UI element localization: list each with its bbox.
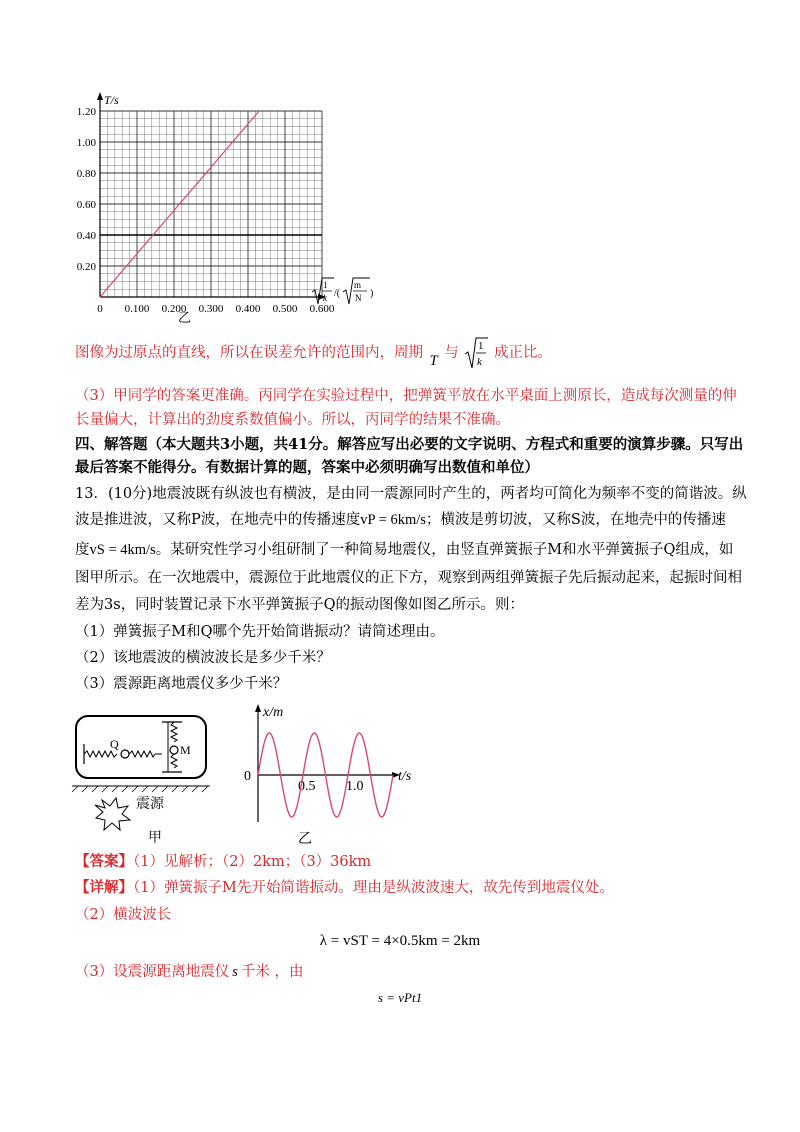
- graph-x-tick-0.600: 0.600: [309, 303, 335, 315]
- vib-y-arrow: [255, 704, 261, 712]
- answer-tag: 【答案】: [75, 853, 133, 870]
- section-heading-line1: 四、解答题（本大题共3小题，共41分。解答应写出必要的文字说明、方程式和重要的演算步骤。只写出: [75, 436, 744, 453]
- figure-seismograph-apparatus: [70, 712, 220, 847]
- detail-part3-b: 千米 ，由: [240, 964, 304, 980]
- question13-line2: [75, 510, 726, 530]
- vib-tick-1.0: 1.0: [346, 779, 364, 794]
- earthquake-burst-icon: [95, 798, 130, 830]
- graph-y-tick-0.40: 0.40: [76, 230, 96, 242]
- label-source: 震源: [136, 797, 164, 812]
- question13-line3: [75, 540, 733, 560]
- conclusion-text-a: 图像为过原点的直线，所以在误差允许的范围内，周期: [75, 345, 423, 361]
- graph-x-tick-0.200: 0.200: [161, 303, 187, 315]
- figure-jia-caption: 甲: [148, 831, 162, 846]
- svg-text:1: 1: [323, 280, 328, 290]
- graph-y-axis-label: T/s: [104, 93, 119, 107]
- graph-x-axis-label: [312, 278, 373, 304]
- vib-tick-0.5: 0.5: [298, 779, 316, 794]
- detail-tag: 【详解】: [75, 879, 133, 896]
- conclusion-period-symbol: T: [429, 353, 438, 369]
- equation-distance: s = vPt1: [377, 990, 423, 1005]
- conclusion-line: [75, 340, 553, 369]
- question13-line5: 差为3s，同时装置记录下水平弹簧振子Q的振动图像如图乙所示。则：: [75, 597, 525, 613]
- svg-text:N: N: [355, 293, 362, 303]
- sqrt-one-over-k-formula: [464, 336, 488, 370]
- conclusion-text-yu: 与: [444, 345, 459, 361]
- question13-sub3: （3）震源距离地震仪多少千米？: [75, 676, 288, 692]
- graph-y-tick-0.20: 0.20: [76, 261, 96, 273]
- graph-y-tick-labels: [77, 106, 97, 273]
- detail-text: （1）弹簧振子M先开始简谐振动。理由是纵波波速大，故先传到地震仪处。: [133, 880, 614, 896]
- svg-text:m: m: [354, 280, 362, 290]
- graph-x-tick-0: 0: [97, 303, 103, 315]
- graph-y-tick-1.20: 1.20: [76, 106, 96, 118]
- question13-sub2: （2）该地震波的横波波长是多少千米？: [75, 650, 331, 666]
- graph-x-tick-0.100: 0.100: [124, 303, 150, 315]
- graph-y-tick-1.00: 1.00: [76, 137, 96, 149]
- mass-M: [170, 746, 178, 754]
- label-M: M: [180, 743, 191, 757]
- answer-line: [75, 852, 371, 872]
- label-Q: Q: [110, 737, 119, 751]
- svg-text:/(: /(: [334, 288, 341, 299]
- detail-line: [75, 878, 614, 898]
- detail-part2: （2）横波波长: [75, 907, 172, 923]
- question13-line3-a: 度: [75, 542, 90, 558]
- distance-symbol: s: [232, 964, 238, 980]
- svg-text:1: 1: [478, 340, 484, 352]
- graph-period-vs-sqrt-inverse-k: [60, 90, 380, 330]
- svg-text:k: k: [477, 356, 483, 368]
- graph-y-tick-0.80: 0.80: [76, 168, 96, 180]
- graph-caption: 乙: [178, 310, 192, 325]
- detail-part3: [75, 962, 304, 982]
- svg-text:k: k: [323, 293, 327, 303]
- vib-x-axis-label: t/s: [398, 769, 412, 784]
- graph-y-tick-0.60: 0.60: [76, 199, 96, 211]
- graph-x-tick-labels: [97, 303, 335, 315]
- conclusion-text-b: 成正比。: [494, 345, 553, 361]
- detail-part3-a: （3）设震源距离地震仪: [75, 964, 230, 980]
- equation-wavelength: λ = vST = 4×0.5km = 2km: [319, 933, 481, 949]
- figure-yi2-caption: 乙: [298, 832, 312, 847]
- answer-text: （1）见解析；（2）2km；（3）36km: [133, 854, 372, 870]
- question13-line2-a: 波是推进波，又称P波，在地壳中的传播速度: [75, 512, 361, 528]
- graph-x-tick-0.400: 0.400: [235, 303, 261, 315]
- graph-x-tick-0.500: 0.500: [272, 303, 298, 315]
- ground-hatching: [72, 786, 208, 792]
- graph-x-tick-0.300: 0.300: [198, 303, 224, 315]
- vib-origin-label: 0: [244, 769, 251, 784]
- answer-part3-line1: （3）甲同学的答案更准确。丙同学在实验过程中，把弹簧平放在水平桌面上测原长，造成每次测量的伸: [75, 388, 737, 404]
- question13-line1: 13．(10分)地震波既有纵波也有横波，是由同一震源同时产生的，两者均可简化为频率不变的简谐波。纵: [75, 486, 747, 502]
- horizontal-spring: [84, 751, 117, 757]
- question13-line2-b: ；横波是剪切波，又称S波，在地壳中的传播速: [425, 512, 726, 528]
- vs-expression: vS = 4km/s: [89, 542, 156, 558]
- vib-y-axis-label: x/m: [263, 705, 284, 720]
- question13-line4: 图甲所示。在一次地震中，震源位于此地震仪的正下方，观察到两组弹簧振子先后振动起来，起振时间相: [75, 570, 742, 586]
- graph-major-grid: [100, 111, 322, 297]
- mass-Q: [121, 750, 129, 758]
- question13-line3-b: 。某研究性学习小组研制了一种简易地震仪，由竖直弹簧振子M和水平弹簧振子Q组成，如: [155, 542, 734, 558]
- question13-sub1: （1）弹簧振子M和Q哪个先开始简谐振动？请简述理由。: [75, 624, 445, 640]
- figure-vibration-graph: [238, 700, 428, 850]
- vp-expression: vP = 6km/s: [360, 512, 426, 528]
- vertical-spring: [171, 722, 177, 742]
- svg-text:): ): [370, 288, 374, 299]
- section-heading-line2: 最后答案不能得分。有数据计算的题，答案中必须明确写出数值和单位）: [75, 459, 539, 476]
- answer-part3-line2: 长量偏大，计算出的劲度系数值偏小。所以，丙同学的结果不准确。: [75, 412, 510, 428]
- graph-y-arrow: [97, 92, 103, 100]
